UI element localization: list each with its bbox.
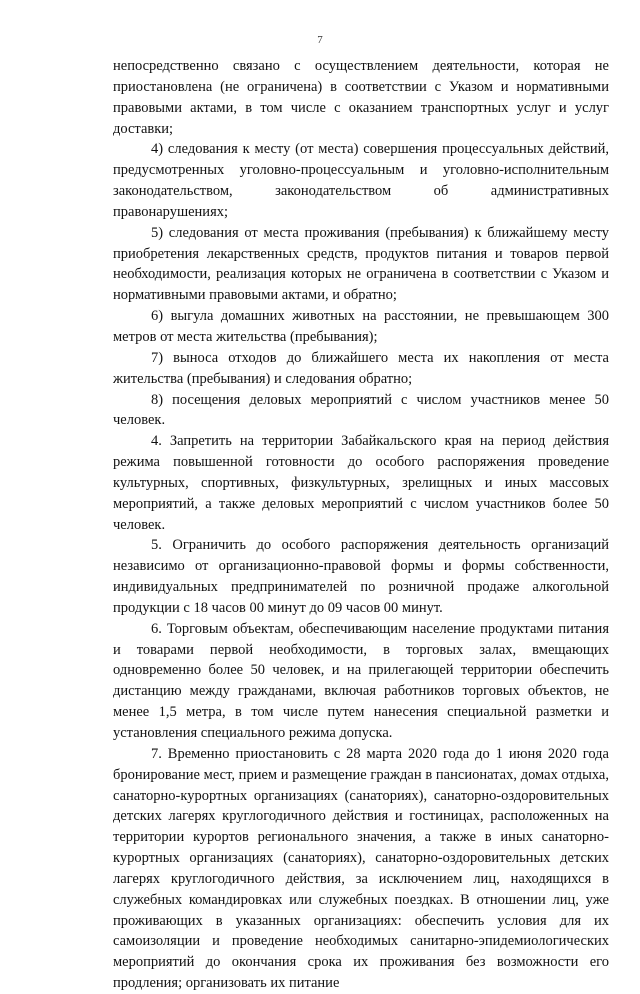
page-number: 7 (317, 34, 323, 46)
document-body (113, 56, 609, 994)
paragraph-continuation: непосредственно связано с осуществлением деятельности, которая не приостановлена (не ограничена) в соответствии с Указом и нормативными правовыми актами, в том числе с оказанием транспортных услуг и услуг доставки; (113, 58, 609, 137)
paragraph-clause-5: 5. Ограничить до особого распоряжения деятельность организаций независимо от организационно-правовой формы и формы собственности, индивидуальных предпринимателей по розничной продаже алкогольной продукции с 18 часов 00 минут до 09 часов 00 минут. (113, 537, 609, 616)
paragraph-item-4: 4) следования к месту (от места) совершения процессуальных действий, предусмотренных уголовно-процессуальным и уголовно-исполнительным законодательством, законодательством об административных правонарушениях; (113, 141, 609, 220)
paragraph-item-5: 5) следования от места проживания (пребывания) к ближайшему месту приобретения лекарственных средств, продуктов питания и товаров первой необходимости, реализация которых не ограничена в соответствии с Указом и нормативными правовыми актами, и обратно; (113, 224, 609, 304)
paragraph-item-7: 7) выноса отходов до ближайшего места их накопления от места жительства (пребывания) и следования обратно; (113, 349, 609, 387)
paragraph-clause-7: 7. Временно приостановить с 28 марта 2020 года до 1 июня 2020 года бронирование мест, прием и размещение граждан в пансионатах, домах отдыха, санаторно-курортных организациях (санаториях), санаторно-оздоровительных детских лагерях круглогодичного действия и гостиницах, расположенных на территории курортов регионального значения, а также в иных санаторно-курортных организациях (санаториях), санаторно-оздоровительных детских лагерях круглогодичного действия, за исключением лиц, находящихся в служебных командировках или служебных поездках. В отношении лиц, уже проживающих в указанных организациях: обеспечить условия для их самоизоляции и проведение необходимых санитарно-эпидемиологических мероприятий до окончания срока их проживания без возможности его продления; организовать их питание (113, 745, 609, 992)
paragraph-item-8: 8) посещения деловых мероприятий с числом участников менее 50 человек. (113, 391, 609, 429)
paragraph-clause-4: 4. Запретить на территории Забайкальского края на период действия режима повышенной готовности до особого распоряжения проведение культурных, спортивных, физкультурных, зрелищных и иных массовых мероприятий, а также деловых мероприятий с числом участников более 50 человек. (113, 433, 609, 533)
paragraph-item-6: 6) выгула домашних животных на расстоянии, не превышающем 300 метров от места жительства (пребывания); (113, 308, 609, 345)
paragraph-clause-6: 6. Торговым объектам, обеспечивающим население продуктами питания и товарами первой необходимости, в торговых залах, вмещающих одновременно более 50 человек, и на прилегающей территории обеспечить дистанцию между гражданами, включая работников торговых объектов, не менее 1,5 метра, в том числе путем нанесения специальной разметки и установления специального режима допуска. (113, 620, 609, 741)
